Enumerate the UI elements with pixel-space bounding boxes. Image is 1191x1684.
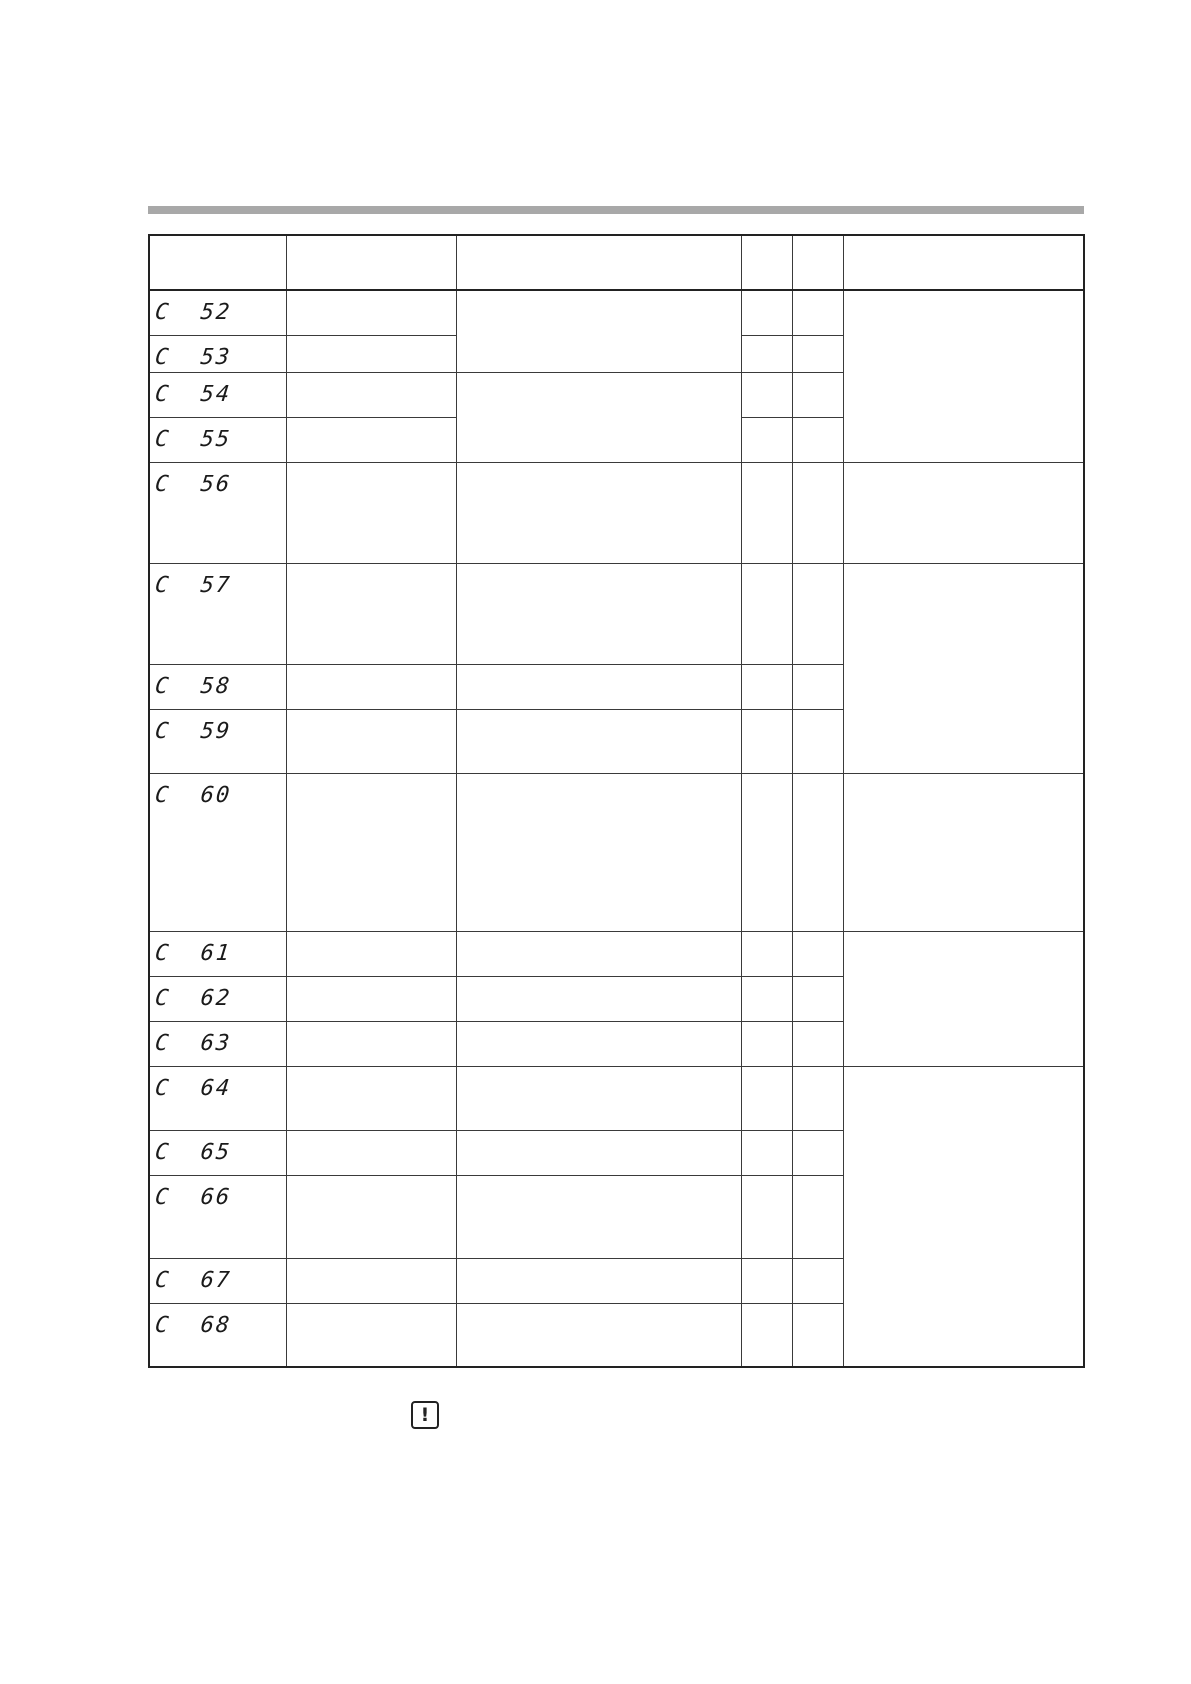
value-cell: [741, 664, 792, 709]
name-cell: [286, 1021, 456, 1066]
code-cell: [149, 1303, 286, 1367]
name-cell: [286, 931, 456, 976]
value-cell: [741, 1258, 792, 1303]
code-cell: [149, 1258, 286, 1303]
value-cell: [741, 563, 792, 664]
caution-icon: [411, 1401, 439, 1429]
name-cell: [286, 335, 456, 372]
name-cell: [286, 1130, 456, 1175]
notes-cell: [843, 773, 1084, 931]
parameter-code: C 57: [153, 572, 233, 598]
name-cell: [286, 773, 456, 931]
description-cell: [456, 664, 741, 709]
parameter-code: C 60: [153, 782, 233, 808]
code-cell: [149, 976, 286, 1021]
code-cell: [149, 372, 286, 417]
table-row: [149, 1066, 1084, 1130]
notes-cell: [843, 931, 1084, 1066]
value-cell: [741, 372, 792, 417]
description-cell: [456, 462, 741, 563]
parameter-code: C 63: [153, 1030, 233, 1056]
code-cell: [149, 335, 286, 372]
description-cell: [456, 1066, 741, 1130]
value-cell: [792, 372, 843, 417]
description-cell: [456, 1175, 741, 1258]
parameter-code: C 58: [153, 673, 233, 699]
code-cell: [149, 563, 286, 664]
parameter-code: C 62: [153, 985, 233, 1011]
code-cell: [149, 709, 286, 773]
name-cell: [286, 1258, 456, 1303]
header-cell-code: [149, 235, 286, 290]
parameter-code: C 66: [153, 1184, 233, 1210]
code-cell: [149, 773, 286, 931]
code-cell: [149, 664, 286, 709]
value-cell: [741, 290, 792, 335]
parameter-code: C 55: [153, 426, 233, 452]
header-cell-name: [286, 235, 456, 290]
name-cell: [286, 709, 456, 773]
name-cell: [286, 563, 456, 664]
value-cell: [741, 417, 792, 462]
code-cell: [149, 1130, 286, 1175]
description-cell: [456, 290, 741, 372]
parameter-table-container: [148, 234, 1083, 1368]
code-cell: [149, 462, 286, 563]
description-cell: [456, 773, 741, 931]
code-cell: [149, 1021, 286, 1066]
description-cell: [456, 1258, 741, 1303]
name-cell: [286, 1066, 456, 1130]
parameter-code: C 64: [153, 1075, 233, 1101]
value-cell: [792, 1303, 843, 1367]
parameter-code: C 67: [153, 1267, 233, 1293]
table-row: [149, 563, 1084, 664]
code-cell: [149, 931, 286, 976]
notes-cell: [843, 563, 1084, 773]
header-cell-description: [456, 235, 741, 290]
name-cell: [286, 1175, 456, 1258]
value-cell: [792, 462, 843, 563]
parameter-code: C 56: [153, 471, 233, 497]
value-cell: [792, 1130, 843, 1175]
name-cell: [286, 976, 456, 1021]
table-row: [149, 773, 1084, 931]
value-cell: [741, 462, 792, 563]
value-cell: [792, 335, 843, 372]
notes-cell: [843, 1066, 1084, 1367]
parameter-code: C 53: [153, 344, 233, 370]
caution-glyph: !: [420, 1403, 430, 1426]
value-cell: [792, 976, 843, 1021]
value-cell: [741, 1066, 792, 1130]
value-cell: [741, 976, 792, 1021]
description-cell: [456, 372, 741, 462]
header-rule: [148, 206, 1084, 214]
code-cell: [149, 417, 286, 462]
description-cell: [456, 1021, 741, 1066]
code-cell: [149, 290, 286, 335]
value-cell: [792, 931, 843, 976]
value-cell: [741, 335, 792, 372]
value-cell: [792, 1175, 843, 1258]
description-cell: [456, 563, 741, 664]
name-cell: [286, 290, 456, 335]
description-cell: [456, 976, 741, 1021]
table-row: [149, 931, 1084, 976]
description-cell: [456, 931, 741, 976]
parameter-code: C 59: [153, 718, 233, 744]
table-row: [149, 462, 1084, 563]
name-cell: [286, 664, 456, 709]
name-cell: [286, 462, 456, 563]
value-cell: [741, 1021, 792, 1066]
description-cell: [456, 1130, 741, 1175]
header-cell-col4: [741, 235, 792, 290]
table-header-row: [149, 235, 1084, 290]
parameter-code: C 52: [153, 300, 233, 325]
value-cell: [792, 563, 843, 664]
value-cell: [792, 1066, 843, 1130]
name-cell: [286, 1303, 456, 1367]
value-cell: [792, 1021, 843, 1066]
value-cell: [792, 709, 843, 773]
name-cell: [286, 372, 456, 417]
parameter-code: C 65: [153, 1139, 233, 1165]
name-cell: [286, 417, 456, 462]
value-cell: [792, 664, 843, 709]
description-cell: [456, 709, 741, 773]
header-cell-notes: [843, 235, 1084, 290]
notes-cell: [843, 290, 1084, 462]
header-cell-col5: [792, 235, 843, 290]
value-cell: [741, 1303, 792, 1367]
notes-cell: [843, 462, 1084, 563]
value-cell: [792, 417, 843, 462]
value-cell: [792, 1258, 843, 1303]
table-row: [149, 290, 1084, 335]
value-cell: [741, 773, 792, 931]
value-cell: [792, 290, 843, 335]
parameter-table: [148, 234, 1085, 1368]
value-cell: [741, 1175, 792, 1258]
value-cell: [741, 709, 792, 773]
description-cell: [456, 1303, 741, 1367]
code-cell: [149, 1175, 286, 1258]
parameter-code: C 61: [153, 940, 233, 966]
code-cell: [149, 1066, 286, 1130]
value-cell: [792, 773, 843, 931]
parameter-code: C 54: [153, 381, 233, 407]
value-cell: [741, 1130, 792, 1175]
value-cell: [741, 931, 792, 976]
parameter-code: C 68: [153, 1312, 233, 1338]
